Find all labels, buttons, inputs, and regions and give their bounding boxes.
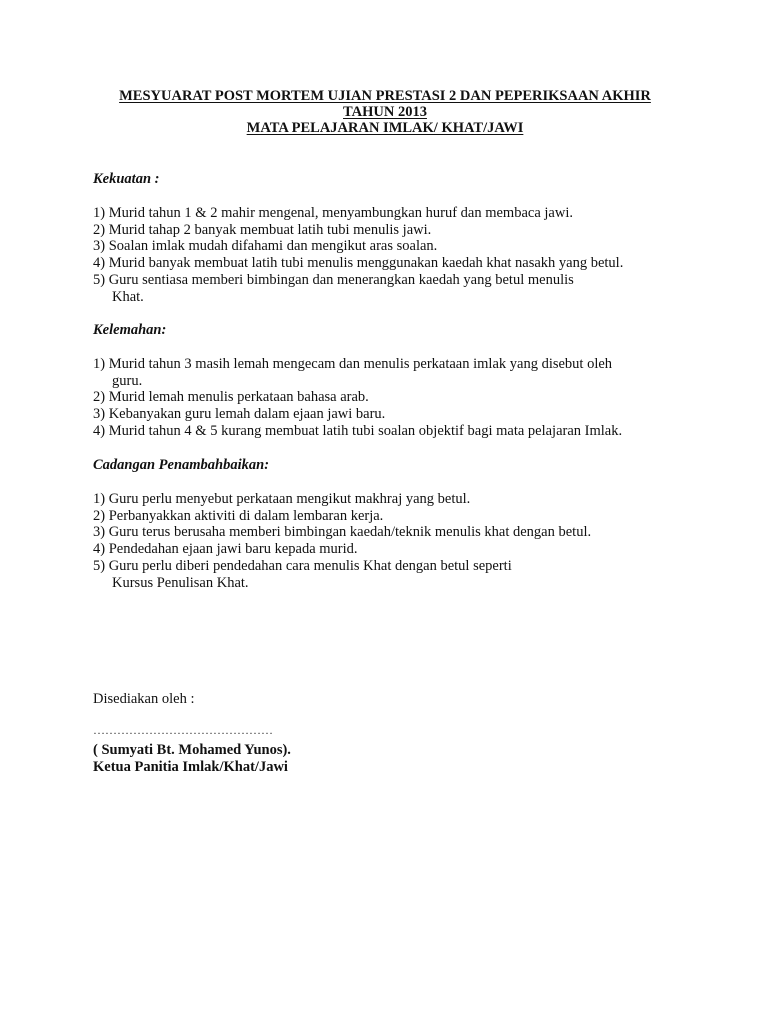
- list-item: 4) Murid banyak membuat latih tubi menulis menggunakan kaedah khat nasakh yang betul.: [93, 255, 624, 272]
- list-item: 5) Guru sentiasa memberi bimbingan dan menerangkan kaedah yang betul menulis: [93, 271, 574, 288]
- list-item: 1) Murid tahun 1 & 2 mahir mengenal, menyambungkan huruf dan membaca jawi.: [93, 204, 573, 221]
- list-item: 2) Murid lemah menulis perkataan bahasa arab.: [93, 389, 369, 406]
- document-title: [60, 88, 710, 136]
- list-item-continuation: Khat.: [112, 288, 144, 305]
- signer-title: Ketua Panitia Imlak/Khat/Jawi: [93, 758, 288, 775]
- prepared-by-label: Disediakan oleh :: [93, 691, 195, 707]
- signer-block: [93, 742, 291, 775]
- list-item-continuation: Kursus Penulisan Khat.: [112, 574, 249, 591]
- section-heading-kelemahan: Kelemahan:: [93, 322, 167, 338]
- list-item: 3) Guru terus berusaha memberi bimbingan kaedah/teknik menulis khat dengan betul.: [93, 524, 592, 541]
- title-line-1: MESYUARAT POST MORTEM UJIAN PRESTASI 2 DAN PEPERIKSAAN AKHIR: [119, 88, 651, 104]
- section-cadangan: [93, 457, 713, 592]
- title-line-3: MATA PELAJARAN IMLAK/ KHAT/JAWI: [246, 120, 524, 136]
- list-item: 5) Guru perlu diberi pendedahan cara menulis Khat dengan betul seperti: [93, 557, 512, 574]
- section-kekuatan: [93, 171, 713, 306]
- section-heading-kekuatan: Kekuatan :: [93, 171, 160, 187]
- signer-name: ( Sumyati Bt. Mohamed Yunos).: [93, 742, 291, 758]
- list-item: 1) Murid tahun 3 masih lemah mengecam dan menulis perkataan imlak yang disebut oleh: [93, 355, 613, 372]
- list-item-continuation: guru.: [112, 372, 143, 389]
- kekuatan-list: [93, 205, 713, 306]
- list-item: 4) Pendedahan ejaan jawi baru kepada murid.: [93, 541, 358, 558]
- list-item: 1) Guru perlu menyebut perkataan mengikut makhraj yang betul.: [93, 490, 471, 507]
- list-item: 3) Soalan imlak mudah difahami dan mengikut aras soalan.: [93, 238, 438, 255]
- list-item: 2) Perbanyakkan aktiviti di dalam lembaran kerja.: [93, 507, 384, 524]
- list-item: 3) Kebanyakan guru lemah dalam ejaan jawi baru.: [93, 406, 386, 423]
- list-item: 4) Murid tahun 4 & 5 kurang membuat latih tubi soalan objektif bagi mata pelajaran Imlak.: [93, 422, 623, 439]
- kelemahan-list: [93, 356, 713, 440]
- section-kelemahan: [93, 322, 713, 440]
- cadangan-list: [93, 491, 713, 592]
- section-heading-cadangan: Cadangan Penambahbaikan:: [93, 457, 270, 473]
- title-line-2: TAHUN 2013: [343, 104, 427, 120]
- signature-line: ………………………………………: [93, 723, 273, 737]
- list-item: 2) Murid tahap 2 banyak membuat latih tubi menulis jawi.: [93, 221, 432, 238]
